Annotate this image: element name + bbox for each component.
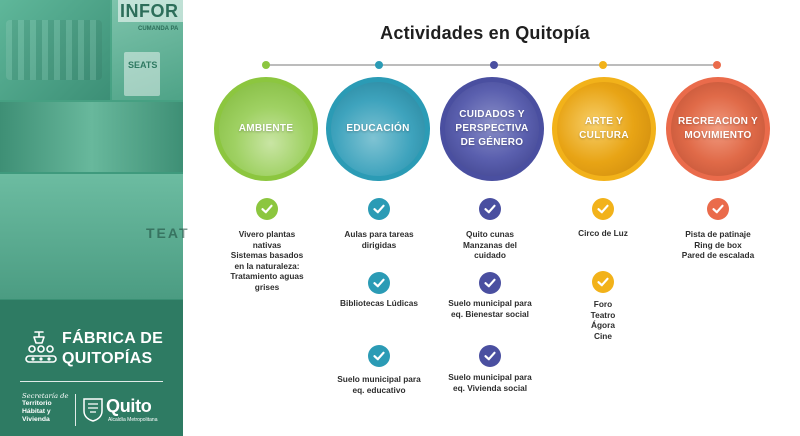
arte-item-1 (543, 228, 663, 239)
item-line: Suelo municipal para (337, 374, 421, 384)
page-title: Actividades en Quitopía (380, 23, 590, 43)
item-line: Quito cunas (466, 229, 514, 239)
secretaria-line4: Vivienda (22, 416, 50, 423)
item-line: grises (254, 281, 280, 292)
educacion-item-1 (319, 229, 439, 250)
item-line: Circo de Luz (578, 228, 628, 238)
check-icon (368, 198, 390, 220)
category-label: RECREACION Y (677, 116, 759, 127)
check-icon (368, 272, 390, 294)
recreacion-item-1 (658, 229, 778, 261)
logo-divider (20, 381, 163, 382)
check-icon (479, 345, 501, 367)
secretaria-line1: Secretaría de (22, 392, 69, 400)
category-label: EDUCACIÓN (346, 123, 410, 134)
category-label: MOVIMIENTO (684, 130, 752, 141)
ambiente-item-1 (207, 229, 327, 292)
item-line: eq. Bienestar social (451, 308, 529, 319)
check-icon (707, 198, 729, 220)
logo-title-line2: QUITOPÍAS (62, 350, 153, 367)
check-icon (592, 198, 614, 220)
secretaria-logo (22, 392, 72, 424)
item-line: Suelo municipal para (448, 372, 532, 382)
recreacion-photo (671, 82, 765, 176)
category-label: PERSPECTIVA (455, 123, 529, 134)
category-ambiente (214, 77, 318, 181)
category-label: AMBIENTE (238, 123, 294, 134)
educacion-item-3 (319, 374, 439, 395)
quito-shield-icon (82, 397, 104, 423)
educacion-item-2 (319, 298, 439, 309)
item-line: Ágora (591, 320, 615, 330)
item-line: Tratamiento aguas (230, 271, 304, 281)
arte-item-2 (543, 299, 663, 341)
item-line: dirigidas (361, 239, 397, 250)
item-line: Suelo municipal para (448, 298, 532, 308)
item-line: nativas (252, 239, 282, 250)
item-line: Vivero plantas (238, 229, 296, 239)
item-line: Aulas para tareas (344, 229, 414, 239)
cuidados-photo (445, 82, 539, 176)
check-icon (368, 345, 390, 367)
wall-sign-text: TEAT (146, 225, 190, 241)
timeline-dot-ambiente (262, 61, 270, 69)
item-line: Pared de escalada (681, 250, 755, 260)
item-line: cuidado (474, 250, 506, 260)
item-line: Manzanas del (463, 239, 517, 250)
educacion-photo (331, 82, 425, 176)
secretaria-line3: Hábitat y (22, 408, 51, 415)
quito-logo-text: Quito (106, 396, 152, 416)
pool-water (6, 20, 102, 80)
banner-text: INFOR (120, 1, 179, 21)
category-label: DE GÉNERO (460, 137, 524, 148)
item-line: eq. Vivienda social (452, 382, 528, 393)
item-line: eq. educativo (352, 384, 406, 395)
check-icon (479, 198, 501, 220)
timeline-dot-educacion (375, 61, 383, 69)
category-cuidados (440, 77, 544, 181)
arte-photo (557, 82, 651, 176)
check-icon (479, 272, 501, 294)
category-recreacion (666, 77, 770, 181)
category-arte (552, 77, 656, 181)
category-label: CUIDADOS Y (459, 109, 525, 120)
category-label: ARTE Y (584, 116, 624, 127)
pool-photo (0, 0, 110, 100)
item-line: Pista de patinaje (685, 229, 751, 239)
item-line: Ring de box (694, 239, 742, 250)
timeline-dot-cuidados (490, 61, 498, 69)
factory-robot-icon (26, 330, 56, 364)
item-line: Sistemas basados (230, 250, 304, 260)
poster (124, 52, 160, 96)
check-icon (592, 271, 614, 293)
poster-text: SEATS (128, 60, 158, 70)
item-line: Teatro (590, 309, 616, 320)
logo-title-line1: FÁBRICA DE (62, 330, 164, 347)
check-icon (256, 198, 278, 220)
timeline-dot-arte (599, 61, 607, 69)
cuidados-item-3 (430, 372, 550, 393)
category-educacion (326, 77, 430, 181)
cuidados-item-1 (430, 229, 550, 261)
timeline-dot-recreacion (713, 61, 721, 69)
left-photo-panel (0, 0, 190, 436)
quito-logo-subtext: Alcaldía Metropolitana (108, 417, 158, 423)
ambiente-photo (219, 82, 313, 176)
logo-separator (75, 394, 76, 426)
item-line: Cine (594, 330, 612, 341)
corridor-photo (0, 102, 183, 172)
item-line: en la naturaleza: (234, 260, 300, 271)
secretaria-line2: Territorio (22, 400, 52, 407)
cuidados-item-2 (430, 298, 550, 319)
item-line: Foro (593, 299, 613, 309)
banner-subtext: CUMANDA PA (138, 26, 179, 32)
item-line: Bibliotecas Lúdicas (340, 298, 418, 308)
category-label: CULTURA (579, 130, 629, 141)
